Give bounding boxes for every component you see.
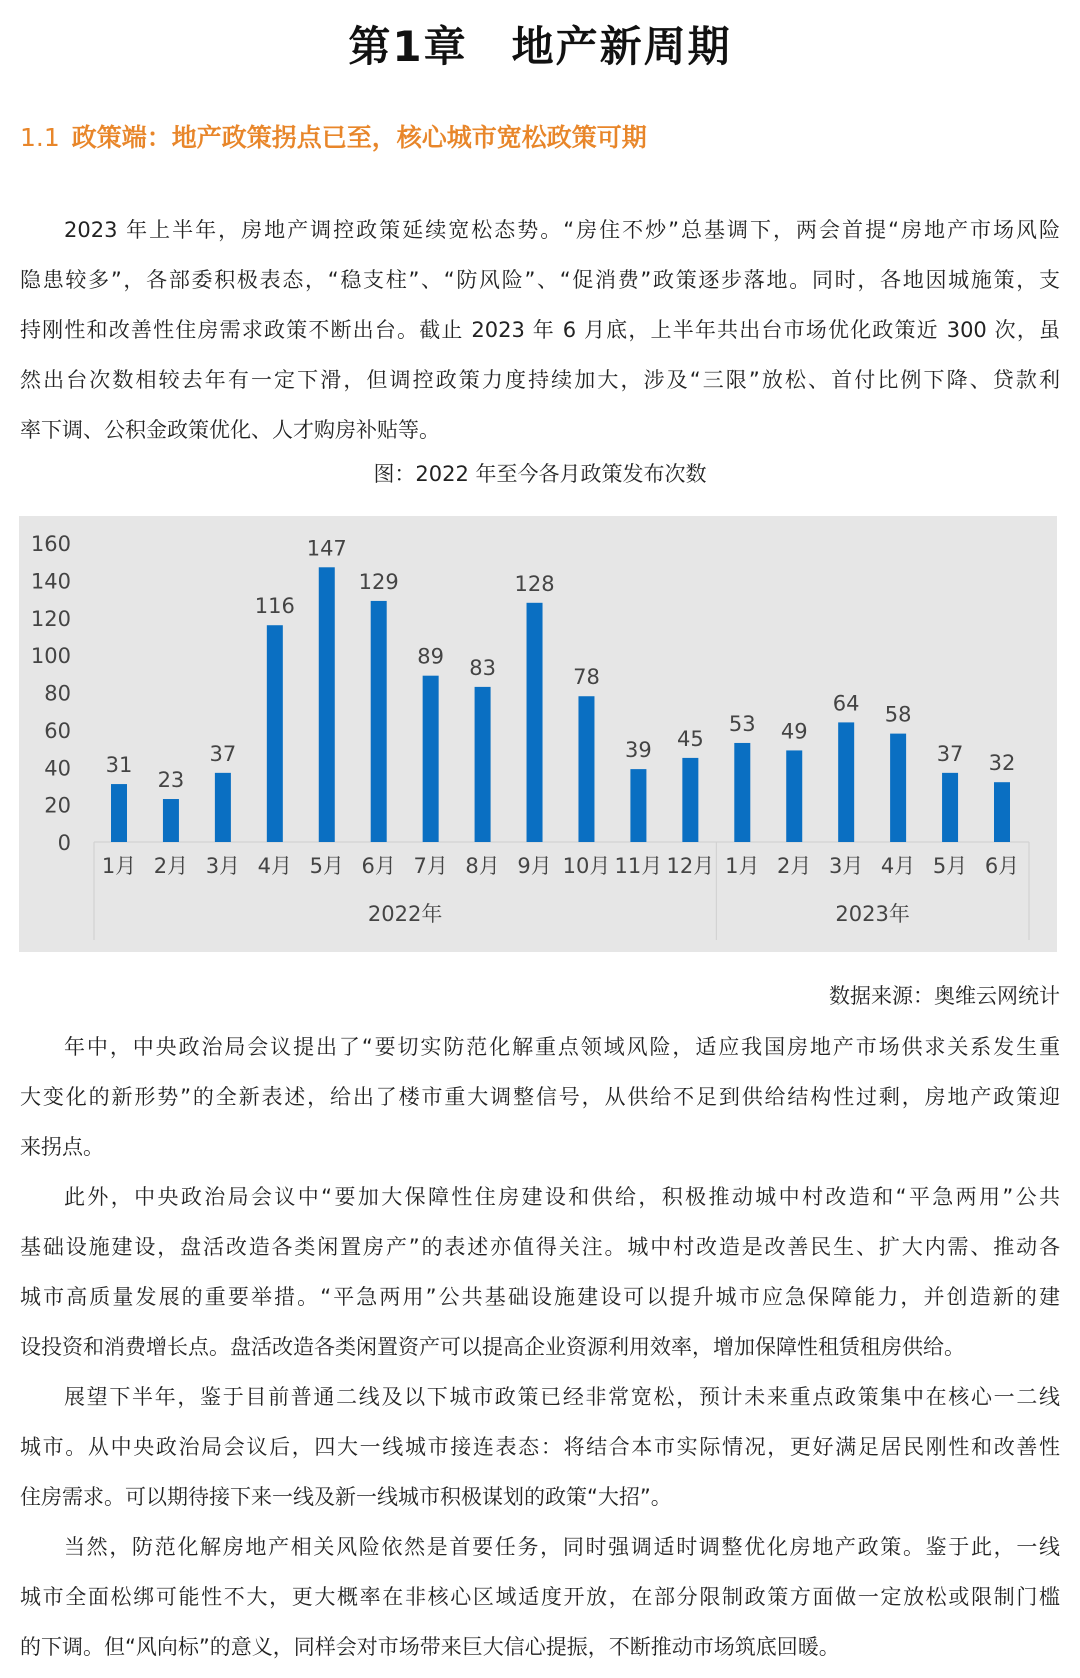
intro-paragraph (20, 205, 1060, 455)
bar (475, 687, 491, 842)
data-source: 数据来源：奥维云网统计 (829, 984, 1060, 1008)
paragraph-line: 城市全面松绑可能性不大，更大概率在非核心区域适度开放，在部分限制政策方面做一定放松或限制门槛 (20, 1585, 1060, 1609)
bar (890, 734, 906, 842)
data-label: 49 (780, 719, 808, 744)
x-tick-label: 4月 (880, 854, 916, 878)
paragraph (20, 1022, 1060, 1172)
section-heading (20, 118, 647, 154)
x-tick-label: 4月 (257, 854, 293, 878)
data-label: 64 (832, 691, 860, 716)
data-label: 58 (884, 702, 912, 727)
data-label: 116 (254, 594, 295, 619)
paragraph-line: 的下调。但“风向标”的意义，同样会对市场带来巨大信心提振，不断推动市场筑底回暖。 (20, 1635, 840, 1659)
x-tick-label: 1月 (725, 854, 760, 878)
x-tick-label: 6月 (361, 854, 396, 878)
data-label: 45 (676, 726, 704, 751)
bar-chart (19, 516, 1057, 952)
x-tick-label: 2月 (153, 854, 189, 878)
data-label: 128 (514, 571, 555, 596)
section-title: 政策端：地产政策拐点已至，核心城市宽松政策可期 (71, 123, 647, 152)
x-tick-label: 3月 (828, 854, 864, 878)
bar (163, 799, 179, 842)
x-tick-label: 5月 (309, 854, 344, 878)
paragraph-line: 城市。从中央政治局会议后，四大一线城市接连表态：将结合本市实际情况，更好满足居民刚性和改善性 (20, 1435, 1060, 1459)
data-label: 89 (417, 644, 445, 669)
section-number: 1.1 (20, 123, 60, 152)
data-label: 31 (105, 753, 133, 778)
data-label: 39 (625, 738, 652, 763)
x-tick-label: 6月 (984, 854, 1020, 878)
y-tick-label: 160 (30, 532, 71, 556)
paragraph-line: 此外，中央政治局会议中“要加大保障性住房建设和供给，积极推动城中村改造和“平急两用”公共 (64, 1185, 1060, 1209)
bar (838, 722, 854, 842)
bar (319, 567, 335, 842)
y-tick-label: 140 (30, 569, 71, 594)
data-label: 32 (988, 751, 1016, 776)
paragraph-line: 大变化的新形势”的全新表述，给出了楼市重大调整信号，从供给不足到供给结构性过剩，房地产政策迎 (20, 1085, 1060, 1109)
paragraph (20, 1372, 1060, 1522)
bar (630, 769, 646, 842)
body-paragraphs (20, 1022, 1060, 1672)
bar (578, 696, 594, 842)
data-label: 129 (358, 569, 399, 594)
bar (682, 758, 698, 842)
data-label: 147 (306, 536, 347, 561)
bar (527, 603, 543, 842)
paragraph-line: 率下调、公积金政策优化、人才购房补贴等。 (20, 418, 440, 442)
paragraph-line: 设投资和消费增长点。盘活改造各类闲置资产可以提高企业资源利用效率，增加保障性租赁租房供给。 (20, 1335, 965, 1359)
bar (371, 601, 387, 842)
paragraph-line: 2023 年上半年，房地产调控政策延续宽松态势。“房住不炒”总基调下，两会首提“房地产市场风险 (64, 218, 1060, 242)
x-tick-label: 7月 (413, 854, 448, 878)
x-tick-label: 2月 (777, 854, 812, 878)
bar (267, 625, 283, 842)
paragraph-line: 住房需求。可以期待接下来一线及新一线城市积极谋划的政策“大招”。 (20, 1485, 672, 1509)
group-label: 2022年 (367, 902, 443, 926)
bar (734, 743, 750, 842)
group-label: 2023年 (835, 902, 910, 926)
x-tick-label: 9月 (517, 854, 552, 878)
bar (215, 773, 231, 842)
paragraph-line: 然出台次数相较去年有一定下滑，但调控政策力度持续加大，涉及“三限”放松、首付比例下降、贷款利 (20, 368, 1060, 392)
chart-area (19, 516, 1057, 952)
bar (423, 676, 439, 842)
y-tick-label: 60 (44, 718, 71, 743)
data-label: 78 (573, 665, 600, 690)
x-tick-label: 10月 (562, 854, 611, 878)
x-tick-label: 8月 (465, 854, 500, 878)
paragraph-line: 持刚性和改善性住房需求政策不断出台。截止 2023 年 6 月底，上半年共出台市场优化政策近 300 次，虽 (20, 318, 1060, 342)
chart-caption: 图：2022 年至今各月政策发布次数 (373, 462, 707, 486)
paragraph-line: 年中，中央政治局会议提出了“要切实防范化解重点领域风险，适应我国房地产市场供求关系发生重 (64, 1035, 1060, 1059)
paragraph-line: 基础设施建设，盘活改造各类闲置房产”的表述亦值得关注。城中村改造是改善民生、扩大内需、推动各 (20, 1235, 1060, 1259)
bar (111, 784, 127, 842)
data-label: 37 (936, 741, 964, 766)
data-label: 23 (157, 768, 185, 793)
data-label: 53 (728, 711, 756, 736)
paragraph-line: 当然，防范化解房地产相关风险依然是首要任务，同时强调适时调整优化房地产政策。鉴于此，一线 (64, 1535, 1060, 1559)
paragraph-line: 来拐点。 (20, 1135, 104, 1159)
x-tick-label: 1月 (101, 854, 137, 878)
bar (994, 782, 1010, 842)
paragraph-line: 城市高质量发展的重要举措。“平急两用”公共基础设施建设可以提升城市应急保障能力，并创造新的建 (20, 1285, 1060, 1309)
bar (786, 750, 802, 842)
data-label: 37 (209, 741, 237, 766)
bar (942, 773, 958, 842)
paragraph (20, 1172, 1060, 1372)
x-tick-label: 3月 (205, 854, 241, 878)
paragraph-line: 隐患较多”，各部委积极表态，“稳支柱”、“防风险”、“促消费”政策逐步落地。同时，各地因城施策，支 (20, 268, 1060, 292)
y-tick-label: 80 (44, 681, 71, 706)
y-tick-label: 100 (30, 644, 71, 669)
x-tick-label: 11月 (614, 854, 663, 878)
paragraph (20, 1522, 1060, 1672)
x-tick-label: 12月 (666, 854, 715, 878)
chapter-title: 第1章 地产新周期 (348, 22, 732, 71)
paragraph-line: 展望下半年，鉴于目前普通二线及以下城市政策已经非常宽松，预计未来重点政策集中在核心一二线 (64, 1385, 1060, 1409)
y-tick-label: 0 (57, 831, 71, 855)
y-tick-label: 20 (44, 793, 71, 818)
x-tick-label: 5月 (932, 854, 968, 878)
y-tick-label: 120 (30, 606, 71, 631)
data-label: 83 (469, 655, 496, 680)
y-tick-label: 40 (44, 756, 71, 781)
